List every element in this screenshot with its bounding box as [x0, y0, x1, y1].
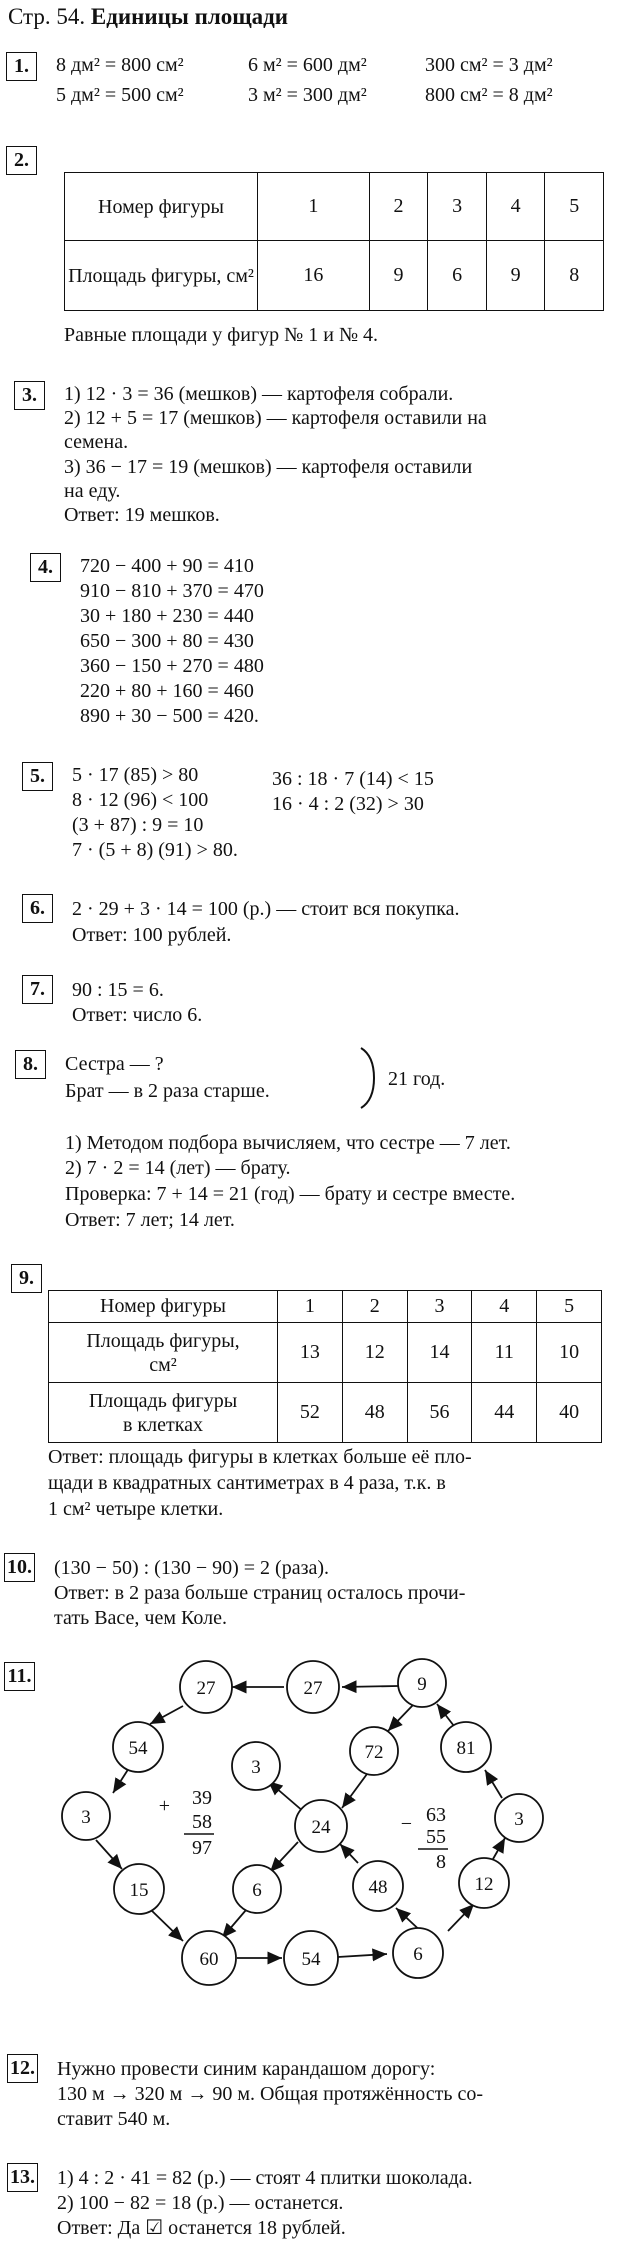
- t2-area-cell: 6: [428, 241, 487, 311]
- t2-area-cell: 16: [258, 241, 370, 311]
- t9-area-cell: 12: [342, 1323, 407, 1383]
- t11-edge: [485, 1770, 502, 1798]
- t9-cells-cell: 52: [278, 1383, 343, 1443]
- t9-number-cell: 4: [472, 1291, 537, 1323]
- t3-line: семена.: [64, 431, 129, 453]
- t5-left: 7 · (5 + 8) (91) > 80.: [72, 839, 238, 861]
- t11-edge: [448, 1904, 474, 1931]
- t11-calc-left-sign: +: [158, 1795, 170, 1817]
- t11-calc-left-result: 97: [192, 1837, 212, 1859]
- t8-total: 21 год.: [388, 1068, 446, 1090]
- t4-line: 30 + 180 + 230 = 440: [80, 605, 254, 627]
- t11-node: [353, 1861, 403, 1911]
- t3-line: 1) 12 · 3 = 36 (мешков) — картофеля собрали.: [64, 383, 454, 405]
- t9-number-cell: 3: [407, 1291, 472, 1323]
- t10-line: Ответ: в 2 раза больше страниц осталось прочи-: [54, 1582, 466, 1604]
- t11-node: [393, 1928, 443, 1978]
- t9-header-area-line2: см²: [149, 1353, 177, 1376]
- svg-text:6: 6: [252, 1880, 262, 1901]
- t9-cells-cell: 40: [537, 1383, 602, 1443]
- t3-line: Ответ: 19 мешков.: [64, 504, 220, 526]
- task-number-8: 8.: [15, 1050, 46, 1079]
- t11-edge: [96, 1840, 122, 1869]
- task-number-9: 9.: [11, 1264, 42, 1293]
- t3-line: на еду.: [64, 480, 121, 502]
- t10-line: тать Васе, чем Коле.: [54, 1607, 227, 1629]
- t2-header-area: Площадь фигуры, см²: [65, 241, 258, 311]
- t11-edge: [150, 1909, 183, 1941]
- t8-line: Ответ: 7 лет; 14 лет.: [65, 1209, 235, 1231]
- t11-node: [287, 1661, 339, 1713]
- t3-line: 2) 12 + 5 = 17 (мешков) — картофеля оставили на: [64, 407, 487, 429]
- t7-line: 90 : 15 = 6.: [72, 979, 164, 1001]
- t1-a1: 8 дм² = 800 см²: [56, 54, 184, 76]
- t11-node: [180, 1661, 232, 1713]
- task-number-7: 7.: [22, 975, 53, 1004]
- t5-right: 16 · 4 : 2 (32) > 30: [272, 793, 424, 815]
- t11-node: [114, 1864, 164, 1914]
- t10-line: (130 − 50) : (130 − 90) = 2 (раза).: [54, 1557, 330, 1579]
- task-number-2: 2.: [6, 146, 37, 175]
- t3-line: 3) 36 − 17 = 19 (мешков) — картофеля оставили: [64, 456, 473, 478]
- t8-condition-brother: Брат — в 2 раза старше.: [65, 1080, 270, 1102]
- t2-area-cell: 9: [486, 241, 545, 311]
- t9-header-area-line1: Площадь фигуры,: [86, 1329, 240, 1352]
- t1-b3: 800 см² = 8 дм²: [425, 84, 553, 106]
- t11-node: [441, 1722, 491, 1772]
- t11-edge: [340, 1844, 358, 1863]
- t13-line: Ответ: Да ☑ останется 18 рублей.: [57, 2217, 346, 2239]
- t6-line: Ответ: 100 рублей.: [72, 924, 232, 946]
- svg-text:27: 27: [196, 1678, 216, 1699]
- t11-edge: [342, 1774, 367, 1808]
- t2-note: Равные площади у фигур № 1 и № 4.: [64, 324, 379, 346]
- t11-edge: [270, 1842, 298, 1872]
- t4-line: 650 − 300 + 80 = 430: [80, 630, 254, 652]
- t8-line: Проверка: 7 + 14 = 21 (год) — брату и сестре вместе.: [65, 1183, 516, 1205]
- svg-text:60: 60: [199, 1949, 219, 1970]
- task-number-13: 13.: [7, 2163, 38, 2192]
- t11-node: [495, 1794, 543, 1842]
- t4-line: 220 + 80 + 160 = 460: [80, 680, 254, 702]
- t9-header-cells-line2: в клетках: [122, 1413, 204, 1436]
- t2-header-number: Номер фигуры: [65, 173, 258, 241]
- task-number-5: 5.: [22, 762, 53, 791]
- t11-calc-left-term: 39: [192, 1787, 212, 1809]
- t8-line: 1) Методом подбора вычисляем, что сестре — 7 лет.: [65, 1132, 511, 1154]
- t9-header-cells-line1: Площадь фигуры: [88, 1389, 238, 1412]
- t4-line: 720 − 400 + 90 = 410: [80, 555, 254, 577]
- t2-area-cell: 9: [369, 241, 428, 311]
- t11-edge: [113, 1768, 129, 1793]
- t1-b2: 3 м² = 300 дм²: [248, 84, 367, 106]
- t9-number-cell: 5: [537, 1291, 602, 1323]
- svg-text:12: 12: [474, 1874, 494, 1895]
- t2-area-cell: 8: [545, 241, 604, 311]
- task-number-4: 4.: [30, 553, 61, 582]
- task-number-3: 3.: [14, 381, 45, 410]
- t9-cells-cell: 56: [407, 1383, 472, 1443]
- t9-area-cell: 13: [278, 1323, 343, 1383]
- t11-node: [398, 1659, 446, 1707]
- t12-line: ставит 540 м.: [57, 2108, 171, 2130]
- t2-number-cell: 3: [428, 173, 487, 241]
- t2-number-cell: 4: [486, 173, 545, 241]
- t4-line: 360 − 150 + 270 = 480: [80, 655, 264, 677]
- svg-text:81: 81: [456, 1738, 476, 1759]
- svg-text:48: 48: [368, 1877, 388, 1898]
- t12-line: 130 м → 320 м → 90 м. Общая протяжённость со-: [57, 2083, 484, 2105]
- task-number-6: 6.: [22, 894, 53, 923]
- t2-number-cell: 5: [545, 173, 604, 241]
- t9-header-number: Номер фигуры: [49, 1291, 278, 1323]
- t4-line: 890 + 30 − 500 = 420.: [80, 705, 259, 727]
- svg-text:3: 3: [514, 1809, 524, 1830]
- t11-calc-right-term: 63: [426, 1804, 446, 1826]
- t9-answer-line: Ответ: площадь фигуры в клетках больше её пло-: [48, 1446, 472, 1468]
- t2-number-cell: 1: [258, 173, 370, 241]
- t11-calc-left-term: 58: [192, 1811, 212, 1833]
- task-number-11: 11.: [4, 1662, 35, 1691]
- t1-a3: 300 см² = 3 дм²: [425, 54, 553, 76]
- t9-area-cell: 14: [407, 1323, 472, 1383]
- svg-text:3: 3: [251, 1757, 261, 1778]
- t11-node: [295, 1800, 347, 1852]
- task-number-10: 10.: [4, 1553, 35, 1582]
- t9-answer-line: 1 см² четыре клетки.: [48, 1498, 224, 1520]
- t11-node: [232, 1742, 280, 1790]
- t11-node: [459, 1858, 509, 1908]
- svg-text:27: 27: [303, 1678, 323, 1699]
- task-number-12: 12.: [7, 2054, 38, 2083]
- t9-cells-cell: 48: [342, 1383, 407, 1443]
- svg-text:6: 6: [413, 1944, 423, 1965]
- t13-line: 2) 100 − 82 = 18 (р.) — останется.: [57, 2192, 344, 2214]
- t6-line: 2 · 29 + 3 · 14 = 100 (р.) — стоит вся покупка.: [72, 898, 460, 920]
- t11-node: [284, 1931, 338, 1985]
- svg-text:9: 9: [417, 1674, 427, 1695]
- svg-text:72: 72: [364, 1742, 384, 1763]
- t9-number-cell: 1: [278, 1291, 343, 1323]
- t9-area-cell: 11: [472, 1323, 537, 1383]
- t11-node: [62, 1792, 110, 1840]
- t11-edge: [338, 1954, 387, 1957]
- t11-edge: [388, 1705, 413, 1731]
- t11-edge: [222, 1910, 246, 1938]
- svg-text:3: 3: [81, 1807, 91, 1828]
- t11-node: [182, 1931, 236, 1985]
- t11-edge: [493, 1838, 505, 1859]
- t11-edge: [150, 1706, 183, 1724]
- t2-number-cell: 2: [369, 173, 428, 241]
- t11-edge: [342, 1686, 398, 1687]
- t5-left: 8 · 12 (96) < 100: [72, 789, 209, 811]
- svg-text:15: 15: [129, 1880, 149, 1901]
- t11-calc-right-sign: −: [400, 1813, 412, 1835]
- t9-number-cell: 2: [342, 1291, 407, 1323]
- t11-edge: [268, 1781, 304, 1812]
- t4-line: 910 − 810 + 370 = 470: [80, 580, 264, 602]
- t11-node: [350, 1727, 398, 1775]
- svg-text:24: 24: [311, 1817, 331, 1838]
- t9-answer-line: щади в квадратных сантиметрах в 4 раза, т.к. в: [48, 1472, 446, 1494]
- t12-line: Нужно провести синим карандашом дорогу:: [57, 2058, 436, 2080]
- t13-line: 1) 4 : 2 · 41 = 82 (р.) — стоят 4 плитки шоколада.: [57, 2167, 473, 2189]
- t9-area-cell: 10: [537, 1323, 602, 1383]
- t11-edge: [437, 1704, 454, 1726]
- t11-node: [233, 1865, 281, 1913]
- t5-left: (3 + 87) : 9 = 10: [72, 814, 204, 836]
- t8-condition-sister: Сестра — ?: [65, 1053, 164, 1075]
- t7-line: Ответ: число 6.: [72, 1004, 203, 1026]
- t5-left: 5 · 17 (85) > 80: [72, 764, 199, 786]
- t9-cells-cell: 44: [472, 1383, 537, 1443]
- t11-calc-right-term: 55: [426, 1826, 446, 1848]
- t8-line: 2) 7 · 2 = 14 (лет) — брату.: [65, 1157, 291, 1179]
- t11-node: [113, 1722, 163, 1772]
- page-number: Стр. 54.: [8, 4, 86, 29]
- t11-calc-right-result: 8: [436, 1851, 446, 1873]
- t1-b1: 5 дм² = 500 см²: [56, 84, 184, 106]
- t1-a2: 6 м² = 600 дм²: [248, 54, 367, 76]
- task-number-1: 1.: [6, 52, 37, 81]
- svg-text:54: 54: [301, 1949, 321, 1970]
- svg-text:54: 54: [128, 1738, 148, 1759]
- topic-title: Единицы площади: [90, 4, 289, 29]
- t5-right: 36 : 18 · 7 (14) < 15: [272, 768, 434, 790]
